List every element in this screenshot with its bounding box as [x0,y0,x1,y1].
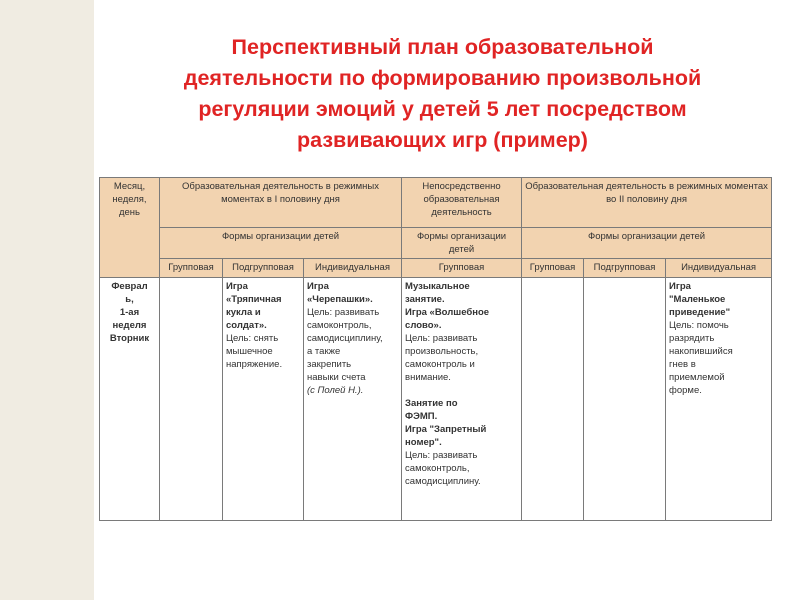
goal-line: мышечное [226,346,273,357]
spacer [405,384,518,397]
goal-line: Цель: помочь [669,320,729,331]
goal-line: произвольность, [405,346,479,357]
activity-title-line: ФЭМП. [405,411,438,422]
activity-title-line: занятие. [405,294,445,305]
sub-group-evening: Групповая [522,259,584,278]
forms-morning: Формы организации детей [160,228,402,259]
goal-line: форме. [669,385,702,396]
game-title-line: кукла и [226,307,261,318]
goal-line: Цель: развивать [405,450,478,461]
activity-title-line: слово». [405,320,442,331]
goal-line: гнев в [669,359,696,370]
cell-group-evening [522,278,584,521]
header-direct-activity: Непосредственно образовательная деятельность [402,178,522,228]
goal-line: самодисциплину, [307,333,383,344]
game-title-line: «Черепашки». [307,294,373,305]
subheader-row [100,259,772,278]
goal-line: самоконтроль, [307,320,372,331]
month-line: 1-ая [119,307,140,318]
title-line: развивающих игр (пример) [297,128,588,152]
activity-title-line: номер". [405,437,442,448]
cell-subgroup-morning [223,278,304,521]
left-decor-band [0,0,94,600]
cell-subgroup-evening [584,278,666,521]
goal-line: приемлемой [669,372,725,383]
goal-line: самодисциплину. [405,476,481,487]
sub-group-direct: Групповая [402,259,522,278]
goal-line: закрепить [307,359,352,370]
month-line: ь, [125,294,134,305]
title-line: деятельности по формированию произвольной [183,66,702,90]
table-row [100,278,772,521]
cell-month-day [100,278,160,521]
child-note: (с Полей Н.). [307,385,364,396]
goal-line: навыки счета [307,372,366,383]
header-evening-activity: Образовательная деятельность в режимных моментах во II половину дня [522,178,772,228]
month-line: Вторник [109,333,150,344]
month-line: Феврал [111,281,148,292]
goal-line: разрядить [669,333,715,344]
goal-line: внимание. [405,372,451,383]
game-title-line: Игра [669,281,691,292]
activity-title-line: Занятие по [405,398,458,409]
activity-title-line: Музыкальное [405,281,470,292]
game-title-line: Игра [307,281,329,292]
sub-group-morning: Групповая [160,259,223,278]
cell-individual-evening [666,278,772,521]
sub-subgroup-morning: Подгрупповая [223,259,304,278]
sub-subgroup-evening: Подгрупповая [584,259,666,278]
header-row [100,178,772,228]
title-line: регуляции эмоций у детей 5 лет посредством [198,97,687,121]
header-month: Месяц, неделя, день [100,178,160,278]
cell-direct-activity [402,278,522,521]
month-line: неделя [112,320,147,331]
forms-row [100,228,772,259]
cell-individual-morning [304,278,402,521]
goal-line: Цель: развивать [405,333,478,344]
game-title-line: солдат». [226,320,267,331]
goal-line: накопившийся [669,346,733,357]
forms-direct: Формы организации детей [402,228,522,259]
game-title-line: приведение" [669,307,731,318]
title-line: Перспективный план образовательной [231,35,654,59]
forms-evening: Формы организации детей [522,228,772,259]
header-morning-activity: Образовательная деятельность в режимных моментах в I половину дня [160,178,402,228]
activity-title-line: Игра «Волшебное [405,307,490,318]
goal-line: самоконтроль и [405,359,475,370]
goal-line: Цель: развивать [307,307,380,318]
page-title [115,32,770,156]
goal-line: напряжение. [226,359,283,370]
sub-individual-evening: Индивидуальная [666,259,772,278]
goal-line: а также [307,346,341,357]
sub-individual-morning: Индивидуальная [304,259,402,278]
game-title-line: "Маленькое [669,294,726,305]
game-title-line: «Тряпичная [226,294,282,305]
goal-line: самоконтроль, [405,463,470,474]
goal-line: Цель: снять [226,333,279,344]
activity-title-line: Игра "Запретный [405,424,487,435]
game-title-line: Игра [226,281,248,292]
cell-group-morning [160,278,223,521]
plan-table [99,177,772,521]
